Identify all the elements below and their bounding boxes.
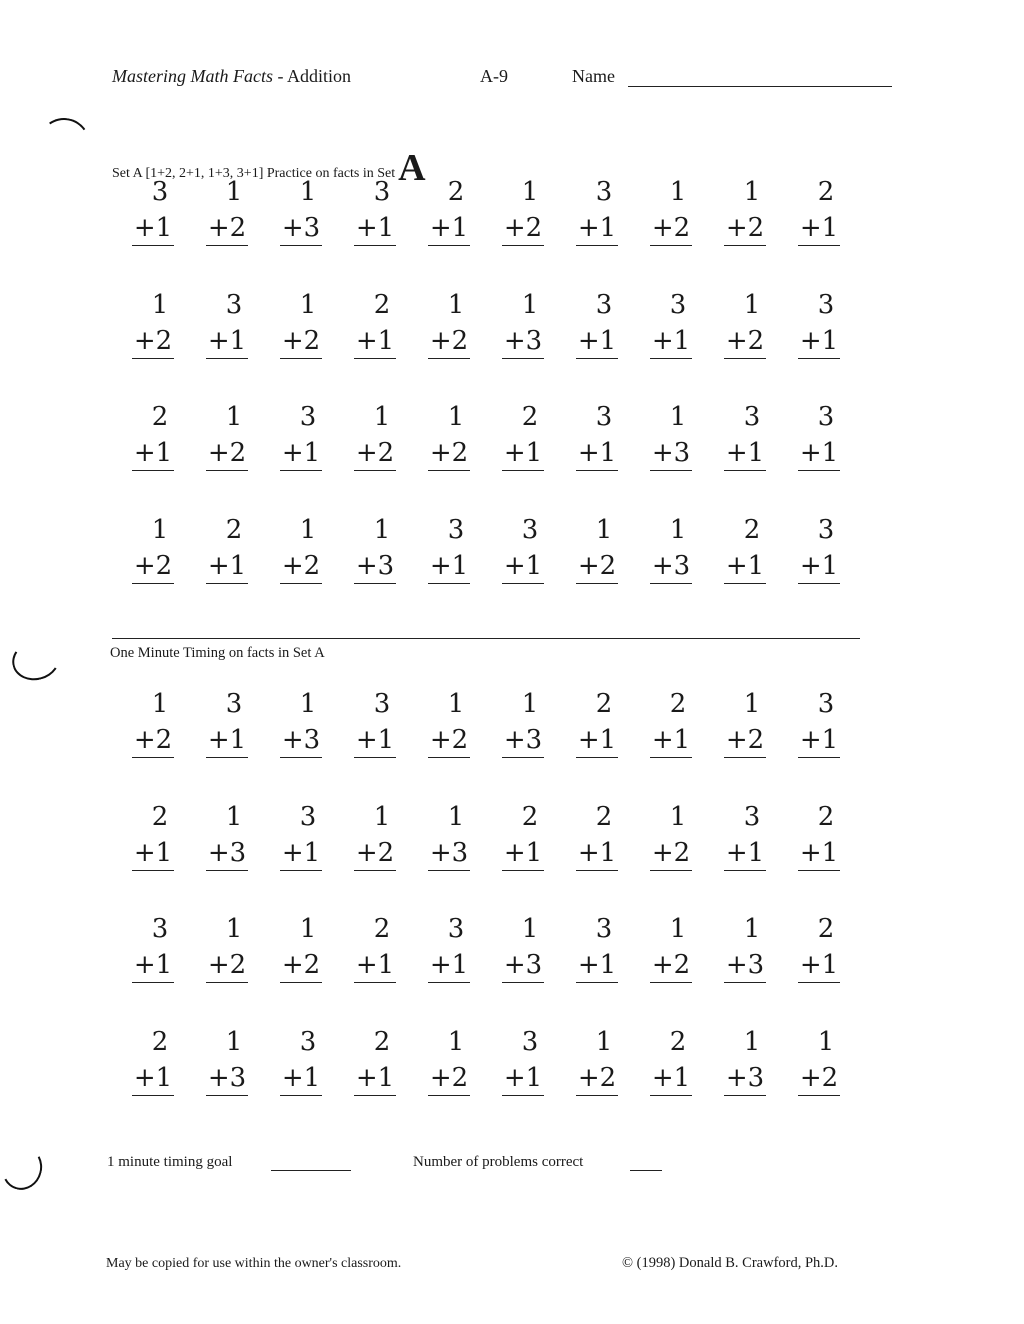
problem-addend-bottom: +1 [576,211,618,246]
problem-addend-bottom: +2 [576,549,618,584]
problem-addend-bottom: +1 [650,723,692,758]
timing-row [118,799,858,879]
problem-addend-top: 3 [225,689,243,719]
problem-addend-bottom: +1 [280,436,322,471]
problem-addend-top: 1 [669,514,687,545]
problem-addend-top: 1 [151,289,169,320]
problem-addend-bottom: +2 [724,324,766,359]
problem-addend-top: 3 [595,289,613,320]
problem-addend-bottom: +3 [206,836,248,871]
problem-addend-bottom: +2 [428,436,470,471]
problem-addend-bottom: +1 [576,948,618,983]
problem-addend-top: 1 [743,689,761,719]
problem-addend-bottom: +2 [724,723,766,758]
addition-problem [118,686,188,758]
timing-row [118,911,858,991]
problem-addend-top: 1 [595,514,613,545]
addition-problem [340,686,410,758]
problems-correct-label: Number of problems correct [413,1154,584,1170]
problem-addend-top: 1 [151,514,169,545]
problem-addend-top: 2 [447,177,465,207]
addition-problem [710,911,780,983]
problem-addend-top: 3 [373,689,391,719]
problem-addend-bottom: +1 [132,948,174,983]
addition-problem [562,1024,632,1096]
addition-problem [192,399,262,471]
addition-problem [488,174,558,246]
problem-addend-bottom: +1 [798,836,840,871]
addition-problem [636,686,706,758]
addition-problem [488,399,558,471]
problem-addend-top: 1 [299,514,317,545]
problems-correct-field[interactable] [630,1170,662,1171]
problem-addend-top: 2 [151,1026,169,1057]
problem-addend-bottom: +1 [798,324,840,359]
addition-problem [118,512,188,584]
problem-addend-top: 3 [743,402,761,432]
problem-addend-top: 1 [299,689,317,719]
problem-addend-bottom: +1 [798,948,840,983]
problem-addend-bottom: +1 [280,836,322,871]
addition-problem [784,512,854,584]
problem-addend-bottom: +1 [354,723,396,758]
addition-problem [784,174,854,246]
problem-addend-top: 2 [669,689,687,719]
problem-addend-bottom: +3 [724,1061,766,1096]
problem-addend-top: 3 [299,801,317,832]
problem-addend-bottom: +1 [576,324,618,359]
problem-addend-top: 2 [373,1026,391,1057]
timing-row [118,1024,858,1104]
addition-problem [266,399,336,471]
problem-addend-top: 1 [447,1026,465,1057]
problem-addend-bottom: +2 [132,723,174,758]
problem-addend-bottom: +1 [502,436,544,471]
problem-addend-top: 1 [521,289,539,320]
practice-set-label: Set A [1+2, 2+1, 1+3, 3+1] Practice on facts in SetA [112,147,426,189]
addition-problem [562,512,632,584]
problem-addend-top: 1 [447,689,465,719]
addition-problem [340,174,410,246]
problem-addend-top: 1 [817,1026,835,1057]
addition-problem [710,686,780,758]
problem-addend-top: 1 [225,914,243,944]
addition-problem [562,911,632,983]
problem-addend-bottom: +1 [724,549,766,584]
problem-addend-top: 3 [595,402,613,432]
problem-addend-bottom: +3 [206,1061,248,1096]
addition-problem [784,686,854,758]
problem-addend-top: 3 [595,177,613,207]
problem-addend-top: 2 [743,514,761,545]
practice-row [118,287,858,367]
problem-addend-top: 1 [299,289,317,320]
problem-addend-top: 1 [225,177,243,207]
problem-addend-top: 1 [373,514,391,545]
problem-addend-bottom: +1 [576,436,618,471]
problem-addend-top: 2 [595,801,613,832]
problem-addend-bottom: +1 [502,549,544,584]
problem-addend-top: 3 [151,177,169,207]
problem-addend-bottom: +1 [502,1061,544,1096]
copy-permission-note: May be copied for use within the owner's classroom. [106,1256,402,1271]
problem-addend-bottom: +1 [132,1061,174,1096]
problem-addend-bottom: +1 [132,836,174,871]
problem-addend-top: 1 [669,801,687,832]
problem-addend-top: 1 [299,914,317,944]
worksheet-title: Mastering Math Facts - Addition [112,66,351,86]
problem-addend-bottom: +3 [650,436,692,471]
problem-addend-bottom: +2 [650,948,692,983]
problem-addend-bottom: +2 [206,436,248,471]
problem-addend-bottom: +2 [206,948,248,983]
problem-addend-bottom: +3 [354,549,396,584]
problem-addend-top: 2 [373,289,391,320]
problem-addend-bottom: +1 [132,211,174,246]
addition-problem [414,1024,484,1096]
problem-addend-bottom: +1 [576,723,618,758]
problem-addend-top: 3 [151,914,169,944]
addition-problem [562,174,632,246]
problem-addend-bottom: +2 [428,723,470,758]
set-letter: A [398,147,426,189]
timing-section-label: One Minute Timing on facts in Set A [110,645,325,661]
problem-addend-top: 1 [521,914,539,944]
addition-problem [414,686,484,758]
problem-addend-top: 3 [225,289,243,320]
problem-addend-bottom: +2 [206,211,248,246]
problem-addend-top: 1 [225,402,243,432]
problem-addend-bottom: +2 [798,1061,840,1096]
problem-addend-bottom: +1 [132,436,174,471]
problem-addend-bottom: +2 [354,436,396,471]
addition-problem [488,911,558,983]
addition-problem [340,1024,410,1096]
addition-problem [266,799,336,871]
problem-addend-bottom: +1 [798,549,840,584]
problem-addend-top: 2 [817,177,835,207]
addition-problem [784,399,854,471]
problem-addend-bottom: +2 [724,211,766,246]
addition-problem [562,686,632,758]
problem-addend-bottom: +1 [354,948,396,983]
addition-problem [636,399,706,471]
problem-addend-bottom: +1 [206,549,248,584]
addition-problem [710,399,780,471]
problem-addend-top: 3 [817,514,835,545]
problem-addend-bottom: +1 [206,723,248,758]
binder-hole-mark [34,114,94,174]
problem-addend-top: 1 [595,1026,613,1057]
addition-problem [118,911,188,983]
addition-problem [414,287,484,359]
addition-problem [340,399,410,471]
problem-addend-bottom: +1 [354,1061,396,1096]
problem-addend-top: 1 [743,1026,761,1057]
addition-problem [192,686,262,758]
problem-addend-top: 2 [521,402,539,432]
binder-hole-mark [8,634,65,685]
problem-addend-bottom: +1 [724,836,766,871]
problem-addend-top: 1 [521,177,539,207]
addition-problem [710,799,780,871]
problem-addend-bottom: +1 [724,436,766,471]
problem-addend-top: 1 [669,914,687,944]
addition-problem [488,1024,558,1096]
problem-addend-top: 1 [373,402,391,432]
addition-problem [636,287,706,359]
section-divider [112,638,860,639]
problem-addend-top: 2 [817,801,835,832]
name-label: Name [572,66,615,86]
problem-addend-top: 1 [743,289,761,320]
addition-problem [488,512,558,584]
problem-addend-bottom: +2 [650,211,692,246]
addition-problem [636,1024,706,1096]
problem-addend-top: 3 [521,1026,539,1057]
problem-addend-top: 1 [151,689,169,719]
problem-addend-bottom: +1 [354,324,396,359]
name-field-line[interactable] [628,86,892,87]
problem-addend-top: 2 [521,801,539,832]
addition-problem [118,399,188,471]
timing-goal-label: 1 minute timing goal [107,1154,233,1170]
problem-addend-top: 1 [743,177,761,207]
addition-problem [710,1024,780,1096]
problem-addend-bottom: +1 [798,211,840,246]
problem-addend-bottom: +2 [650,836,692,871]
addition-problem [192,799,262,871]
problem-addend-bottom: +1 [798,436,840,471]
addition-problem [118,1024,188,1096]
problem-addend-top: 2 [373,914,391,944]
problem-addend-top: 1 [373,801,391,832]
addition-problem [118,174,188,246]
addition-problem [710,174,780,246]
problem-addend-bottom: +2 [132,549,174,584]
problem-addend-bottom: +3 [280,211,322,246]
addition-problem [636,512,706,584]
practice-row [118,399,858,479]
addition-problem [266,911,336,983]
problem-addend-bottom: +1 [428,948,470,983]
addition-problem [118,287,188,359]
problem-addend-bottom: +3 [502,324,544,359]
problem-addend-bottom: +2 [502,211,544,246]
problem-addend-bottom: +1 [502,836,544,871]
copyright-notice: © (1998) Donald B. Crawford, Ph.D. [622,1255,839,1271]
addition-problem [710,512,780,584]
addition-problem [636,911,706,983]
problem-addend-bottom: +3 [502,948,544,983]
problem-addend-bottom: +2 [132,324,174,359]
problem-addend-bottom: +3 [280,723,322,758]
addition-problem [414,799,484,871]
practice-row [118,174,858,254]
problem-addend-bottom: +1 [354,211,396,246]
problem-addend-bottom: +1 [650,324,692,359]
addition-problem [266,686,336,758]
addition-problem [192,1024,262,1096]
addition-problem [192,911,262,983]
problem-addend-bottom: +2 [428,1061,470,1096]
addition-problem [488,799,558,871]
addition-problem [784,287,854,359]
problem-addend-bottom: +2 [280,324,322,359]
problem-addend-top: 2 [669,1026,687,1057]
problem-addend-bottom: +2 [280,948,322,983]
addition-problem [636,799,706,871]
problem-addend-top: 1 [447,402,465,432]
problem-addend-bottom: +1 [428,549,470,584]
addition-problem [414,512,484,584]
problem-addend-top: 2 [817,914,835,944]
addition-problem [192,287,262,359]
binder-hole-mark [0,1142,47,1195]
problem-addend-top: 3 [817,402,835,432]
problem-addend-top: 3 [743,801,761,832]
addition-problem [192,512,262,584]
problem-addend-bottom: +2 [280,549,322,584]
problem-addend-top: 1 [743,914,761,944]
addition-problem [784,911,854,983]
problem-addend-bottom: +3 [724,948,766,983]
addition-problem [414,399,484,471]
addition-problem [266,512,336,584]
problem-addend-top: 3 [447,514,465,545]
problem-addend-top: 3 [817,689,835,719]
problem-addend-bottom: +1 [280,1061,322,1096]
problem-addend-bottom: +2 [576,1061,618,1096]
addition-problem [414,174,484,246]
addition-problem [562,799,632,871]
addition-problem [118,799,188,871]
addition-problem [414,911,484,983]
problem-addend-bottom: +1 [206,324,248,359]
addition-problem [266,287,336,359]
problem-addend-top: 1 [669,177,687,207]
practice-row [118,512,858,592]
addition-problem [562,287,632,359]
problem-addend-top: 2 [225,514,243,545]
timing-goal-field[interactable] [271,1170,351,1171]
problem-addend-top: 1 [225,1026,243,1057]
addition-problem [340,512,410,584]
addition-problem [340,287,410,359]
problem-addend-top: 3 [595,914,613,944]
addition-problem [562,399,632,471]
problem-addend-bottom: +3 [502,723,544,758]
problem-addend-bottom: +2 [428,324,470,359]
problem-addend-bottom: +2 [354,836,396,871]
problem-addend-bottom: +1 [798,723,840,758]
timing-row [118,686,858,766]
problem-addend-top: 1 [299,177,317,207]
addition-problem [192,174,262,246]
problem-addend-top: 2 [151,801,169,832]
problem-addend-top: 3 [299,402,317,432]
addition-problem [710,287,780,359]
addition-problem [784,799,854,871]
addition-problem [636,174,706,246]
addition-problem [340,911,410,983]
problem-addend-bottom: +3 [650,549,692,584]
problem-addend-top: 1 [225,801,243,832]
worksheet-code: A-9 [480,66,508,86]
problem-addend-top: 1 [669,402,687,432]
problem-addend-top: 3 [669,289,687,320]
problem-addend-bottom: +1 [650,1061,692,1096]
problem-addend-bottom: +3 [428,836,470,871]
problem-addend-bottom: +1 [576,836,618,871]
problem-addend-top: 1 [521,689,539,719]
problem-addend-top: 1 [447,289,465,320]
problem-addend-top: 3 [521,514,539,545]
problem-addend-top: 1 [447,801,465,832]
addition-problem [266,1024,336,1096]
addition-problem [784,1024,854,1096]
addition-problem [488,686,558,758]
problem-addend-bottom: +1 [428,211,470,246]
problem-addend-top: 3 [817,289,835,320]
problem-addend-top: 3 [373,177,391,207]
addition-problem [488,287,558,359]
problem-addend-top: 3 [299,1026,317,1057]
addition-problem [266,174,336,246]
problem-addend-top: 2 [595,689,613,719]
problem-addend-top: 3 [447,914,465,944]
addition-problem [340,799,410,871]
problem-addend-top: 2 [151,402,169,432]
